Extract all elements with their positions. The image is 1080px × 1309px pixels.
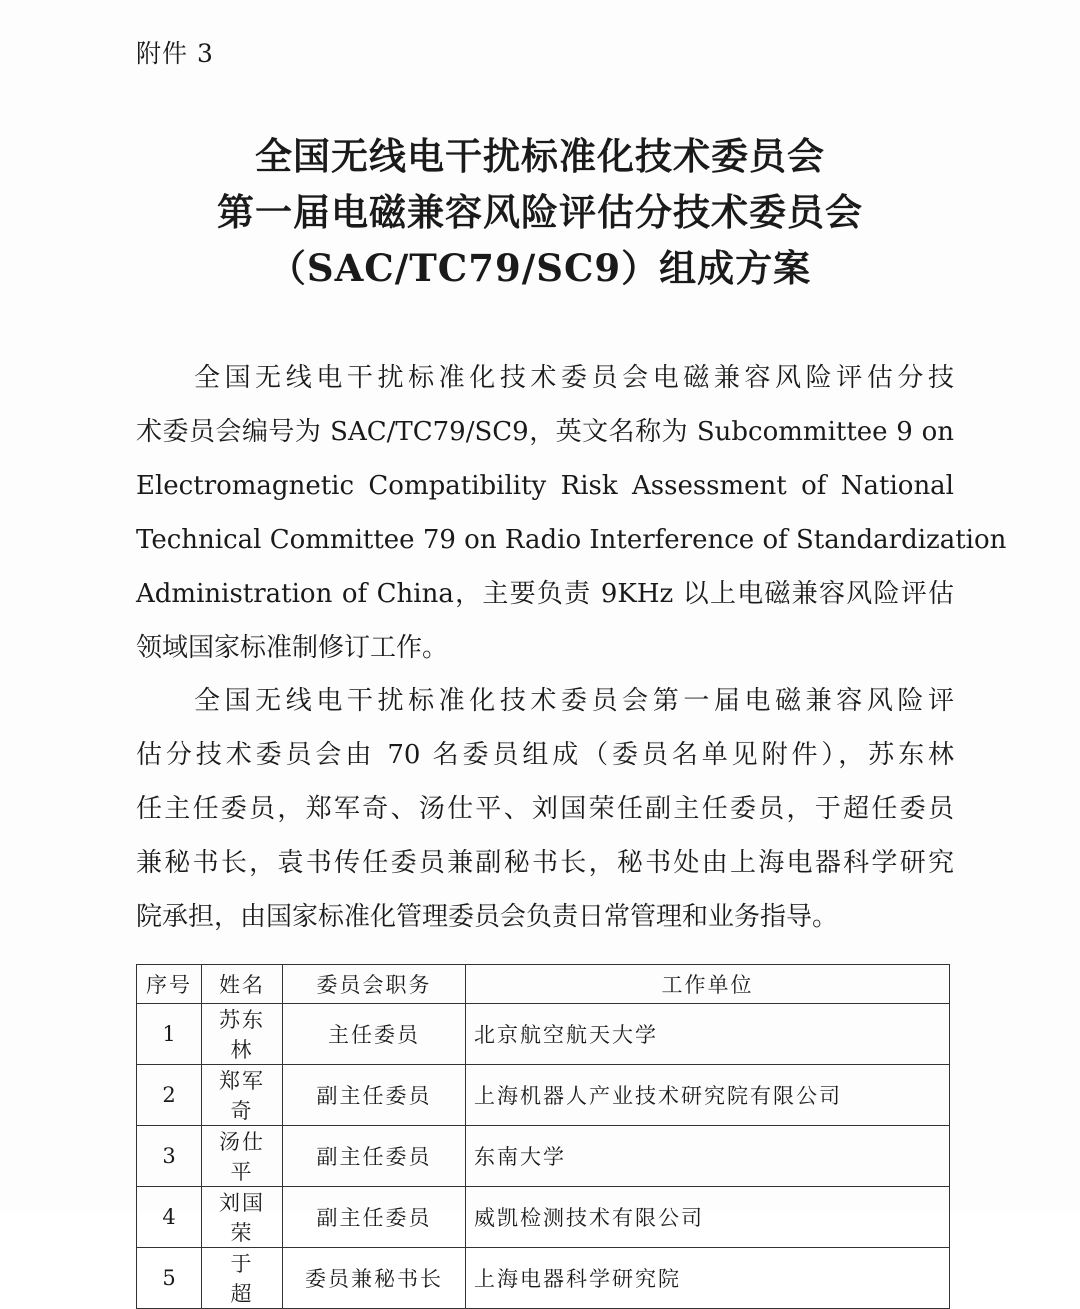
paragraph-line: 术委员会编号为 SAC/TC79/SC9，英文名称为 Subcommittee 9 on: [136, 417, 954, 447]
cell-number: 5: [137, 1248, 202, 1309]
paragraph-line: 院承担，由国家标准化管理委员会负责日常管理和业务指导。: [136, 902, 839, 932]
title-line-3: （SAC/TC79/SC9）组成方案: [268, 246, 812, 290]
cell-name: 于 超: [202, 1248, 283, 1309]
cell-name: 刘国荣: [202, 1187, 283, 1248]
paragraph-line: Technical Committee 79 on Radio Interference of Standardization: [136, 525, 1007, 555]
table-header-row: [137, 965, 950, 1004]
paragraph-line: Administration of China，主要负责 9KHz 以上电磁兼容风险评估: [136, 579, 954, 609]
paragraph-line: 全国无线电干扰标准化技术委员会第一届电磁兼容风险评: [194, 686, 954, 716]
header-position: 委员会职务: [283, 965, 466, 1004]
cell-organization: 东南大学: [466, 1126, 950, 1187]
paragraph-committee-description: [136, 351, 1007, 675]
cell-name: 苏东林: [202, 1004, 283, 1065]
table-row: [137, 1065, 950, 1126]
cell-organization: 威凯检测技术有限公司: [466, 1187, 950, 1248]
paragraph-line: Electromagnetic Compatibility Risk Assessment of National: [136, 471, 954, 501]
table-row: [137, 1004, 950, 1065]
cell-name: 郑军奇: [202, 1065, 283, 1126]
cell-position: 副主任委员: [283, 1065, 466, 1126]
header-number: 序号: [137, 965, 202, 1004]
table-row: [137, 1187, 950, 1248]
header-name: 姓名: [202, 965, 283, 1004]
paragraph-line: 兼秘书长，袁书传任委员兼副秘书长，秘书处由上海电器科学研究: [136, 848, 954, 878]
cell-position: 委员兼秘书长: [283, 1248, 466, 1309]
cell-number: 3: [137, 1126, 202, 1187]
cell-position: 副主任委员: [283, 1187, 466, 1248]
cell-number: 4: [137, 1187, 202, 1248]
document-title: [0, 128, 1080, 296]
cell-position: 主任委员: [283, 1004, 466, 1065]
cell-organization: 北京航空航天大学: [466, 1004, 950, 1065]
paragraph-line: 全国无线电干扰标准化技术委员会电磁兼容风险评估分技: [194, 363, 954, 393]
cell-organization: 上海机器人产业技术研究院有限公司: [466, 1065, 950, 1126]
paragraph-committee-composition: [136, 674, 954, 944]
table-row: [137, 1126, 950, 1187]
paragraph-line: 任主任委员，郑军奇、汤仕平、刘国荣任副主任委员，于超任委员: [136, 794, 954, 824]
paragraph-line: 估分技术委员会由 70 名委员组成（委员名单见附件），苏东林: [136, 740, 954, 770]
member-table: [136, 964, 950, 1309]
title-line-2: 第一届电磁兼容风险评估分技术委员会: [217, 190, 863, 234]
cell-organization: 上海电器科学研究院: [466, 1248, 950, 1309]
cell-number: 2: [137, 1065, 202, 1126]
cell-position: 副主任委员: [283, 1126, 466, 1187]
attachment-label: 附件 3: [136, 39, 214, 68]
header-organization: 工作单位: [466, 965, 950, 1004]
table-row: [137, 1248, 950, 1309]
paragraph-line: 领域国家标准制修订工作。: [136, 633, 449, 663]
cell-number: 1: [137, 1004, 202, 1065]
title-line-1: 全国无线电干扰标准化技术委员会: [255, 134, 825, 178]
cell-name: 汤仕平: [202, 1126, 283, 1187]
